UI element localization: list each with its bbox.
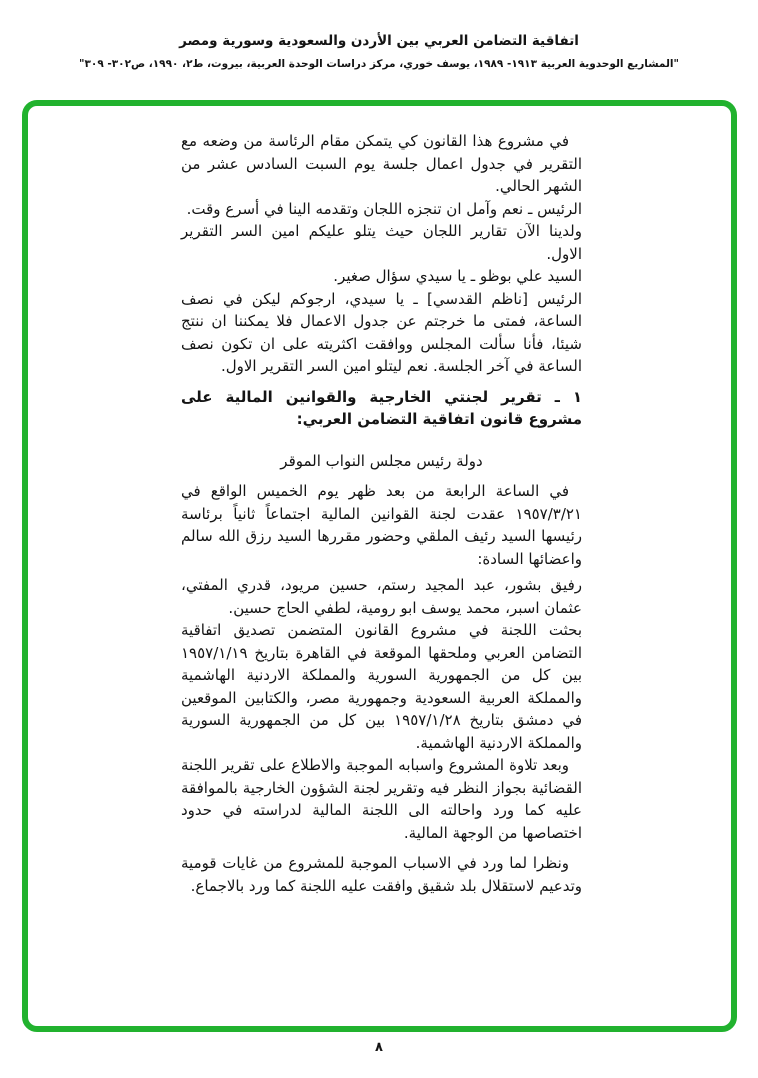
speaker-paragraph: ولدينا الآن تقارير اللجان حيث يتلو عليكم امين السر التقرير الاول. [181, 222, 582, 263]
committee-members-paragraph: رفيق بشور، عبد المجيد رستم، حسين مريود، قدري المفتي، عثمان اسبر، محمد يوسف ابو رومية، لطفي الحاج حسين. [181, 576, 582, 617]
document-title: اتفاقية التضامن العربي بين الأردن والسعودية وسورية ومصر [179, 33, 579, 49]
page-header [0, 0, 758, 70]
speaker-paragraph: الرئيس [ناظم القدسي] ـ يا سيدي، ارجوكم ليكن في نصف الساعة، فمتى ما خرجتم عن جدول الاعمال فلا يمكننا ان ننتج شيئا، فأنا سألت المجلس ووافقت اكثريته على ان تكون نصف الساعة في آخر الجلسة. نعم ليتلو امين السر التقرير الاول. [181, 289, 582, 375]
source-citation: "المشاريع الوحدوية العربية ١٩١٣- ١٩٨٩، يوسف خوري، مركز دراسات الوحدة العربية، بيروت، ط٢، ١٩٩٠، ص٣٠٢- ٣٠٩" [79, 58, 679, 70]
body-paragraph: في الساعة الرابعة من بعد ظهر يوم الخميس الواقع في ١٩٥٧/٣/٢١ عقدت لجنة القوانين المالية اجتماعاً ثانياً برئاسة رئيسها السيد رئيف الملقي وحضور مقررها السيد رزق الله سالم واعضائها السادة: [181, 482, 582, 568]
body-paragraph: وبعد تلاوة المشروع واسبابه الموجبة والاطلاع على تقرير اللجنة القضائية بجواز النظر فيه وتقرير لجنة الشؤون الخارجية بالموافقة عليه كما ورد واحالته الى اللجنة المالية لدراسته في حدود اختصاصها من الوجهة المالية. [181, 756, 582, 842]
page-number: ٨ [375, 1040, 383, 1055]
salutation-line: دولة رئيس مجلس النواب الموقر [280, 451, 483, 470]
body-paragraph: ونظرا لما ورد في الاسباب الموجبة للمشروع من غايات قومية وتدعيم لاستقلال بلد شقيق وافقت عليه اللجنة كما ورد بالاجماع. [181, 854, 582, 895]
body-paragraph: بحثت اللجنة في مشروع القانون المتضمن تصديق اتفاقية التضامن العربي وملحقها الموقعة في القاهرة بتاريخ ١٩٥٧/١/١٩ بين كل من الجمهورية السورية والمملكة الاردنية الهاشمية والمملكة العربية السعودية وجمهورية مصر، والكتابين الموقعين في دمشق بتاريخ ١٩٥٧/١/٢٨ بين كل من الجمهورية السورية والمملكة الاردنية الهاشمية. [181, 621, 582, 752]
section-heading: ١ ـ تقرير لجنتي الخارجية والقوانين المالية على مشروع قانون اتفاقية التضامن العربي: [181, 387, 582, 428]
body-paragraph: في مشروع هذا القانون كي يتمكن مقام الرئاسة من وضعه مع التقرير في جدول اعمال جلسة يوم السبت السادس عشر من الشهر الحالي. [181, 132, 582, 195]
speaker-paragraph: السيد علي بوظو ـ يا سيدي سؤال صغير. [333, 267, 582, 285]
speaker-paragraph: الرئيس ـ نعم وآمل ان تنجزه اللجان وتقدمه الينا في أسرع وقت. [186, 199, 582, 218]
document-body [181, 130, 582, 897]
